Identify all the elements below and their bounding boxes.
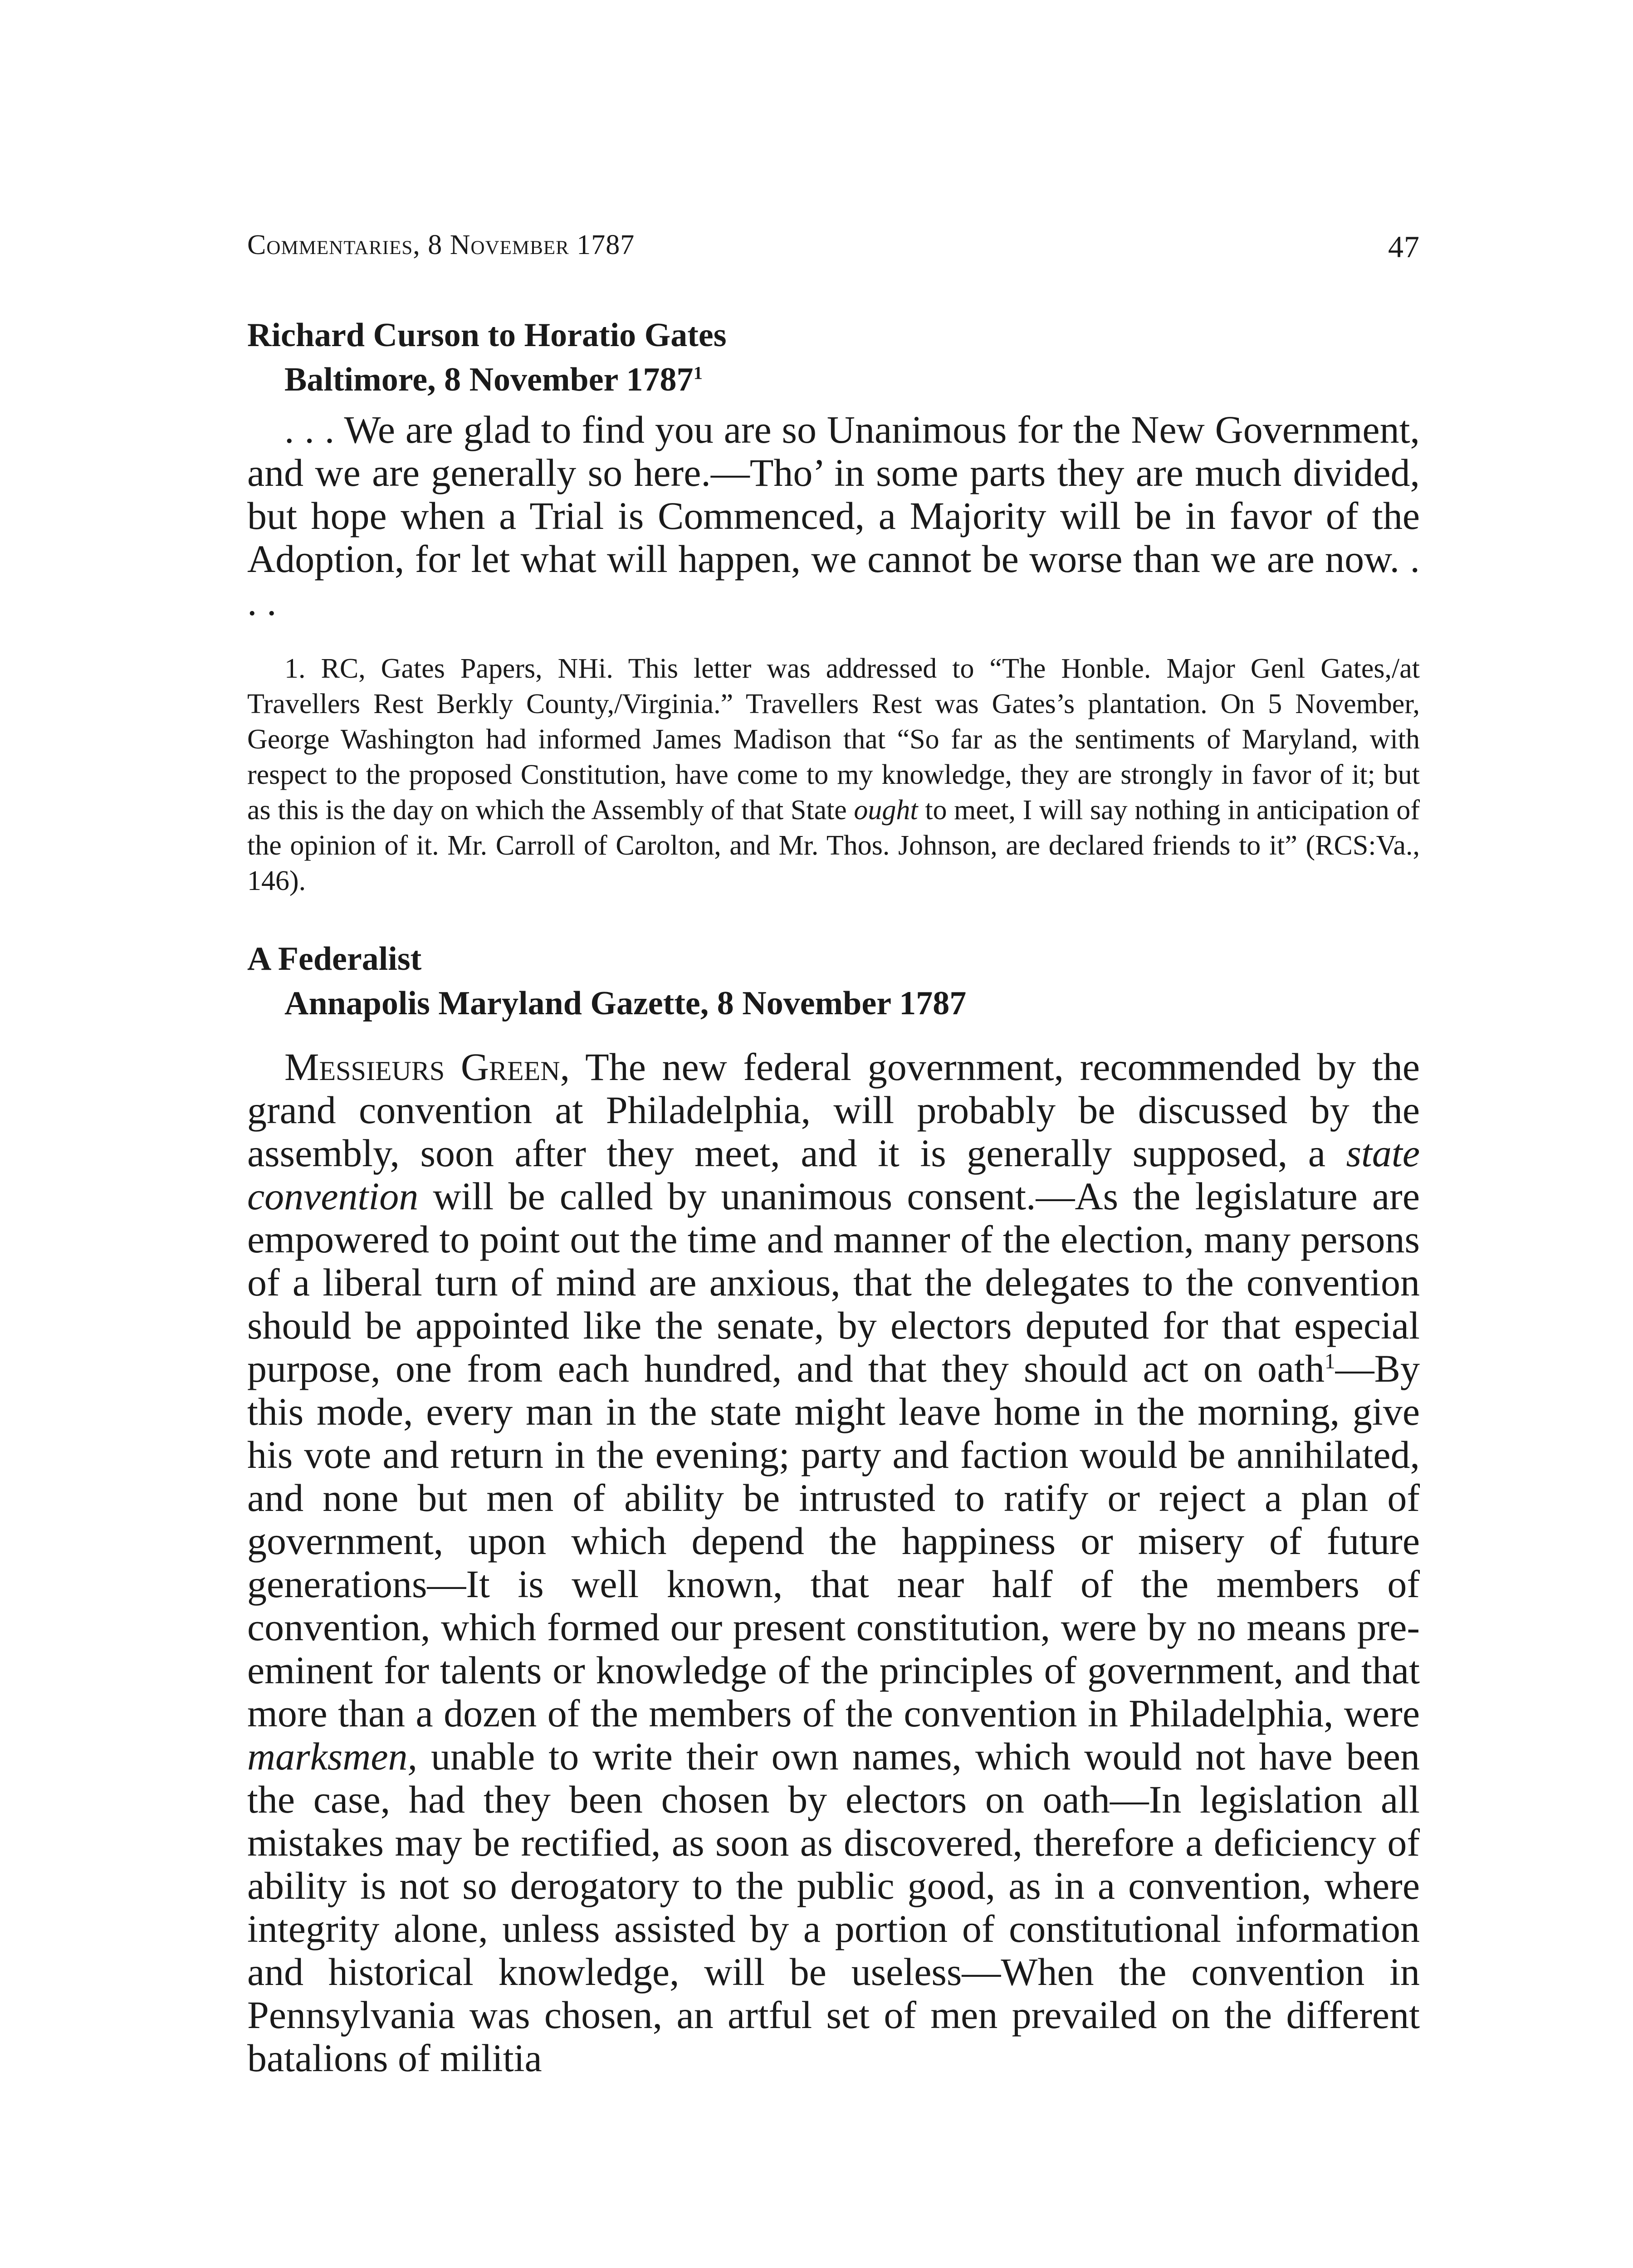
- letter-heading-title: Richard Curson to Horatio Gates: [247, 317, 727, 354]
- essay-body: [247, 1046, 1420, 2080]
- letter-heading-dateline: Baltimore, 8 November 1787$^1$: [284, 361, 703, 398]
- footnote-ref: 1: [693, 362, 703, 383]
- letter-paragraph: . . . We are glad to find you are so Unanimous for the New Government, and we are generally so here.—Tho’ in some parts they are much divided, but hope when a Trial is Commenced, a Majority will be in favor of the Adoption, for let what will happen, we cannot be worse than we are now. . . .: [247, 408, 1420, 624]
- page-number: 47: [1388, 230, 1420, 264]
- salutation: Messieurs Green,: [284, 1045, 570, 1089]
- footnote-ref: 1: [1324, 1349, 1335, 1374]
- essay-heading-source: Annapolis Maryland Gazette, 8 November 1787: [284, 985, 967, 1022]
- letter-heading: [247, 313, 1420, 402]
- running-head-title: Commentaries, 8 November 1787: [247, 230, 635, 260]
- essay-paragraph: Messieurs Green, The new federal government, recommended by the grand convention at Philadelphia, will probably be discussed by the assembly, soon after they meet, and it is generally supposed, a state convention will be called by unanimous consent.—As the legislature are empowered to point out the time and manner of the election, many persons of a liberal turn of mind are anxious, that the delegates to the convention should be appointed like the senate, by electors deputed for that especial purpose, one from each hundred, and that they should act on oath$^1$—By this mode, every man in the state might leave home in the morning, give his vote and return in the evening; party and faction would be annihilated, and none but men of ability be intrusted to ratify or reject a plan of government, upon which depend the happiness or misery of future generations—It is well known, that near half of the members of convention, which formed our present constitution, were by no means pre-eminent for talents or knowledge of the principles of government, and that more than a dozen of the members of the convention in Philadelphia, were marksmen, unable to write their own names, which would not have been the case, had they been chosen by electors on oath—In legislation all mistakes may be rectified, as soon as discovered, therefore a deficiency of ability is not so derogatory to the public good, as in a convention, where integrity alone, unless assisted by a portion of constitutional information and historical knowledge, will be useless—When the convention in Pennsylvania was chosen, an artful set of men prevailed on the different batalions of militia: [247, 1045, 1420, 2080]
- essay-heading: [247, 937, 1420, 1026]
- letter-body: [247, 408, 1420, 624]
- footnote-paragraph: 1. RC, Gates Papers, NHi. This letter was addressed to “The Honble. Major Genl Gates,/at Travellers Rest Berkly County,/Virginia.” Travellers Rest was Gates’s plantation. On 5 November, George Washington had informed James Madison that “So far as the sentiments of Maryland, with respect to the proposed Constitution, have come to my knowledge, they are strongly in favor of it; but as this is the day on which the Assembly of that State ought to meet, I will say nothing in anticipation of the opinion of it. Mr. Carroll of Carolton, and Mr. Thos. Johnson, are declared friends to it” (RCS:Va., 146).: [247, 653, 1420, 896]
- running-head: [247, 229, 1420, 264]
- letter-footnote: [247, 651, 1420, 899]
- essay-heading-title: A Federalist: [247, 940, 422, 978]
